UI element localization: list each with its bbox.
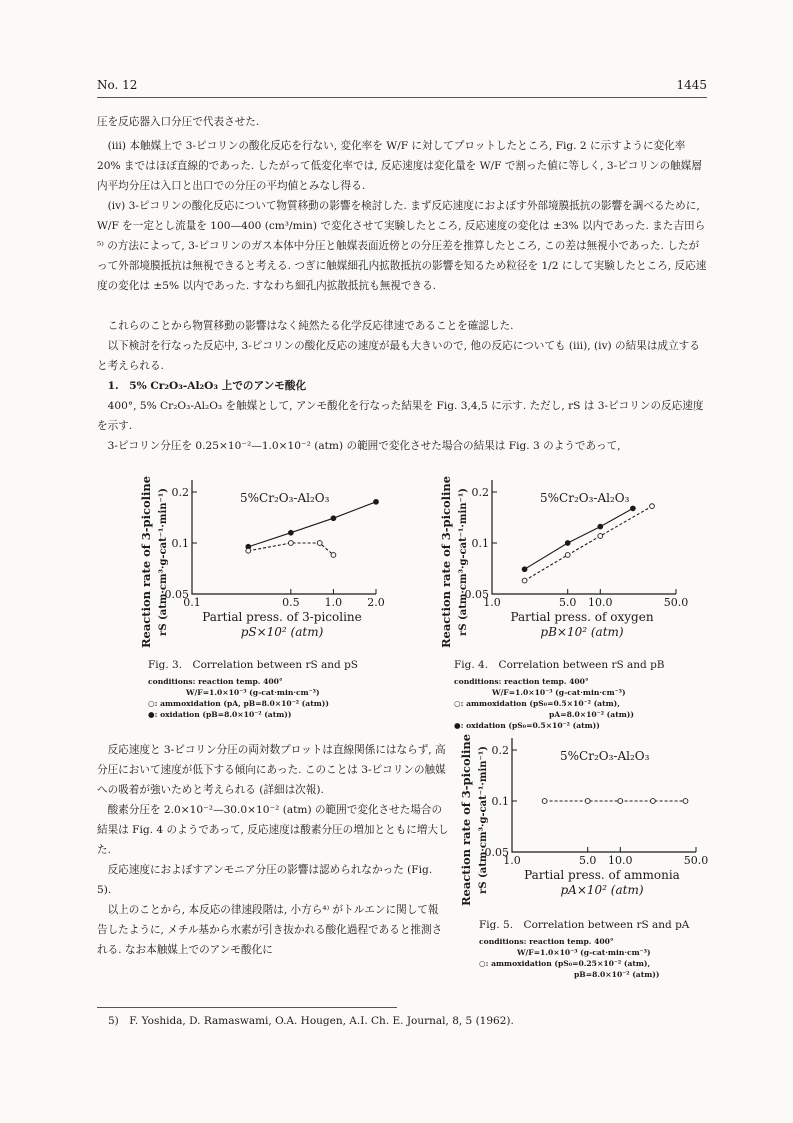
x-tick-label: 50.0 — [683, 854, 709, 867]
x-tick-label: 1.0 — [483, 596, 501, 609]
y-tick-label: 0.2 — [171, 486, 189, 499]
x-tick-label: 0.5 — [282, 596, 300, 609]
ammoxidation-point — [522, 578, 527, 583]
figure-3 — [130, 470, 410, 660]
series-line — [248, 502, 376, 547]
oxidation-point — [522, 567, 527, 572]
ammoxidation-point — [542, 799, 547, 804]
figure-5-conditions — [479, 936, 739, 980]
ammoxidation-point — [683, 799, 688, 804]
condition-line: W/F=1.0×10⁻³ (g-cat·min·cm⁻³) — [186, 688, 320, 697]
catalyst-label: 5%Cr₂O₃-Al₂O₃ — [540, 491, 630, 505]
y-axis-label: Reaction rate of 3-picoline — [459, 733, 473, 907]
x-axis-unit: pA×10² (atm) — [560, 883, 644, 897]
paragraph-1: 圧を反応器入口分圧で代表させた. — [97, 116, 260, 128]
y-tick-label: 0.1 — [171, 537, 189, 550]
paragraph-conclusion: これらのことから物質移動の影響はなく純然たる化学反応律速であることを確認した. — [107, 320, 514, 332]
catalyst-label: 5%Cr₂O₃-Al₂O₃ — [240, 491, 330, 505]
y-axis-unit: rS (atm·cm³·g-cat⁻¹·min⁻¹) — [158, 488, 169, 636]
oxidation-point — [374, 499, 379, 504]
x-tick-label: 10.0 — [588, 596, 613, 609]
oxidation-point — [598, 524, 603, 529]
figure-3-plot — [130, 470, 410, 660]
x-axis-label: Partial press. of ammonia — [524, 868, 680, 882]
condition-line: ○: ammoxidation (pS₀=0.25×10⁻² (atm), — [479, 959, 651, 968]
x-tick-label: 10.0 — [608, 854, 633, 867]
condition-line: conditions: reaction temp. 400° — [479, 937, 614, 946]
y-tick-label: 0.05 — [164, 588, 189, 601]
x-axis-label: Partial press. of 3-picoline — [202, 610, 362, 624]
x-tick-label: 1.0 — [503, 854, 521, 867]
ammoxidation-point — [650, 504, 655, 509]
footnote-rule — [97, 1007, 397, 1008]
header-rule — [97, 97, 707, 98]
x-axis-unit: pB×10² (atm) — [540, 625, 624, 639]
y-tick-label: 0.1 — [471, 537, 489, 550]
y-tick-label: 0.05 — [484, 846, 509, 859]
x-axis-label: Partial press. of oxygen — [510, 610, 654, 624]
paragraph-fig3-intro: 3-ピコリン分圧を 0.25×10⁻²—1.0×10⁻² (atm) の範囲で変化させた場合の結果は Fig. 3 のようであって, — [107, 440, 621, 452]
y-tick-label: 0.2 — [491, 744, 509, 757]
figure-4-conditions — [454, 676, 734, 731]
condition-line: W/F=1.0×10⁻³ (g-cat·min·cm⁻³) — [517, 948, 651, 957]
paragraph-oxygen: 酸素分圧を 2.0×10⁻²—30.0×10⁻² (atm) の範囲で変化させた場合の結果は Fig. 4 のようであって, 反応速度は酸素分圧の増加とともに増大した. — [97, 804, 449, 856]
y-tick-label: 0.2 — [471, 486, 489, 499]
paragraph-iii: (iii) 本触媒上で 3-ピコリンの酸化反応を行ない, 変化率を W/F に対してプロットしたところ, Fig. 2 に示すように変化率 20% まではほぼ直線的であった. したがって低変化率では, 反応速度は変化量を W/F で割った値に等しく, 3-ピコリンの触媒層内平均分圧は入口と出口での分圧の平均値とみなし得る. — [97, 140, 702, 192]
oxidation-point — [631, 506, 636, 511]
figure-5-title: Fig. 5. Correlation between rS and pA — [479, 919, 690, 931]
ammoxidation-point — [288, 541, 293, 546]
ammoxidation-point — [331, 553, 336, 558]
figure-4-plot — [430, 470, 710, 660]
condition-line: pA=8.0×10⁻² (atm)) — [549, 710, 634, 719]
condition-line: conditions: reaction temp. 400° — [148, 677, 283, 686]
condition-line: ○: ammoxidation (pA, pB=8.0×10⁻² (atm)) — [148, 699, 329, 708]
journal-number: No. 12 — [97, 78, 138, 92]
paragraph-mechanism: 以上のことから, 本反応の律速段階は, 小方ら⁴⁾ がトルエンに関して報告したように, メチル基から水素が引き抜かれる酸化過程であると推測される. なお本触媒上でのアンモ酸化に — [97, 904, 443, 956]
ammoxidation-point — [246, 548, 251, 553]
oxidation-point — [288, 530, 293, 535]
x-tick-label: 0.1 — [183, 596, 201, 609]
paragraph-ammonia: 反応速度におよぼすアンモニア分圧の影響は認められなかった (Fig. 5). — [97, 864, 433, 896]
x-tick-label: 5.0 — [578, 854, 597, 867]
y-axis-unit: rS (atm·cm³·g-cat⁻¹·min⁻¹) — [458, 488, 469, 636]
x-tick-label: 50.0 — [663, 596, 689, 609]
figure-4-caption — [454, 657, 734, 731]
y-axis-label: Reaction rate of 3-picoline — [139, 475, 153, 649]
ammoxidation-point — [565, 553, 570, 558]
oxidation-point — [331, 516, 336, 521]
figure-3-caption — [148, 657, 428, 720]
ammoxidation-point — [598, 534, 603, 539]
y-axis-label: Reaction rate of 3-picoline — [439, 475, 453, 649]
oxidation-point — [565, 541, 570, 546]
series-line — [525, 508, 633, 569]
ammoxidation-point — [317, 541, 322, 546]
y-axis-unit: rS (atm·cm³·g-cat⁻¹·min⁻¹) — [478, 746, 489, 894]
condition-line: ○: ammoxidation (pS₀=0.5×10⁻² (atm), — [454, 699, 620, 708]
paragraph-fig3-discussion: 反応速度と 3-ピコリン分圧の両対数プロットは直線関係にはならず, 高分圧において速度が低下する傾向にあった. このことは 3-ピコリンの触媒への吸着が強いためと考えられる (詳細は次報). — [97, 744, 446, 796]
ammoxidation-point — [651, 799, 656, 804]
y-tick-label: 0.05 — [464, 588, 489, 601]
ammoxidation-point — [618, 799, 623, 804]
figure-3-conditions — [148, 676, 428, 720]
paragraph-extension: 以下検討を行なった反応中, 3-ピコリンの酸化反応の速度が最も大きいので, 他の反応についても (iii), (iv) の結果は成立すると考えられる. — [97, 340, 700, 372]
paragraph-iv: (iv) 3-ピコリンの酸化反応について物質移動の影響を検討した. まず反応速度におよぼす外部境膜抵抗の影響を調べるために, W/F を一定とし流量を 100—400 (cm³/min) で変化させて実験したところ, 反応速度の変化は ±3% 以内であった. また吉田ら⁵⁾ の方法によって, 3-ピコリンのガス本体中分圧と触媒表面近傍との分圧差を推算したところ, この差は無視小であった. したがって外部境膜抵抗は無視できると考える. つぎに触媒細孔内拡散抵抗の影響を知るため粒径を 1/2 にして実験したところ, 反応速度の変化は ±5% 以内であった. すなわち細孔内拡散抵抗も無視できる. — [97, 200, 707, 292]
paragraph-results: 400°, 5% Cr₂O₃-Al₂O₃ を触媒として, アンモ酸化を行なった結果を Fig. 3,4,5 に示す. ただし, rS は 3-ピコリンの反応速度を示す. — [97, 400, 704, 432]
figure-5-plot — [450, 728, 730, 918]
x-tick-label: 2.0 — [367, 596, 385, 609]
figure-5 — [450, 728, 730, 918]
x-axis-unit: pS×10² (atm) — [240, 625, 324, 639]
page-number: 1445 — [676, 78, 707, 92]
series-line — [525, 506, 652, 580]
condition-line: W/F=1.0×10⁻³ (g-cat·min·cm⁻³) — [492, 688, 626, 697]
figure-4-title: Fig. 4. Correlation between rS and pB — [454, 659, 665, 671]
y-tick-label: 0.1 — [491, 795, 509, 808]
figure-4 — [430, 470, 710, 660]
condition-line: ●: oxidation (pB=8.0×10⁻² (atm)) — [148, 710, 292, 719]
catalyst-label: 5%Cr₂O₃-Al₂O₃ — [560, 749, 650, 763]
condition-line: ●: oxidation (pS₀=0.5×10⁻² (atm)) — [454, 721, 600, 730]
x-tick-label: 1.0 — [324, 596, 343, 609]
footnote: 5) F. Yoshida, D. Ramaswami, O.A. Hougen, A.I. Ch. E. Journal, 8, 5 (1962). — [108, 1015, 514, 1027]
condition-line: conditions: reaction temp. 400° — [454, 677, 589, 686]
figure-5-caption — [479, 917, 739, 980]
left-column — [97, 740, 449, 960]
page-header — [97, 78, 707, 98]
x-tick-label: 5.0 — [558, 596, 577, 609]
figure-3-title: Fig. 3. Correlation between rS and pS — [148, 659, 358, 671]
section-heading: 1. 5% Cr₂O₃-Al₂O₃ 上でのアンモ酸化 — [107, 380, 307, 392]
condition-line: pB=8.0×10⁻² (atm)) — [574, 970, 660, 979]
ammoxidation-point — [585, 799, 590, 804]
